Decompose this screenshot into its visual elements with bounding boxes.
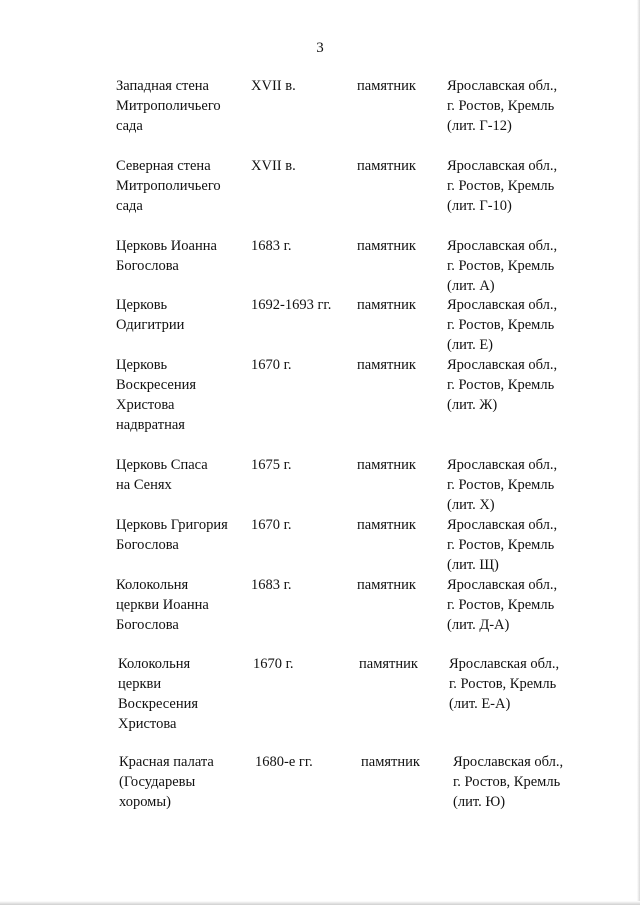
monument-name-line: на Сенях	[116, 477, 172, 493]
monument-name-line: церкви	[118, 676, 162, 692]
monument-name-line: сада	[116, 118, 143, 134]
monument-name	[118, 654, 198, 734]
monument-category: памятник	[357, 517, 416, 533]
monument-location-line: Ярославская обл.,	[447, 238, 558, 254]
monument-location	[447, 76, 557, 136]
monument-name-line: Воскресения	[118, 696, 199, 712]
monument-location-line: г. Ростов, Кремль	[447, 317, 555, 333]
monument-location-line: (лит. Е)	[447, 337, 494, 353]
monument-location-line: Ярославская обл.,	[447, 78, 558, 94]
monument-location-line: Ярославская обл.,	[447, 577, 558, 593]
monument-category: памятник	[357, 357, 416, 373]
monument-location-line: (лит. Ю)	[453, 794, 506, 810]
monument-location-line: (лит. Х)	[447, 497, 495, 513]
monument-date: 1683 г.	[251, 577, 292, 593]
monument-name-line: Церковь	[116, 297, 168, 313]
monument-name-line: Красная палата	[119, 754, 214, 770]
monument-category: памятник	[357, 238, 416, 254]
monument-date: XVII в.	[251, 158, 296, 174]
monument-date: 1670 г.	[253, 656, 294, 672]
monument-name-line: Церковь Спаса	[116, 457, 208, 473]
monument-name	[116, 575, 209, 635]
monument-location-line: г. Ростов, Кремль	[447, 258, 555, 274]
monument-category: памятник	[357, 577, 416, 593]
monument-date: 1675 г.	[251, 457, 292, 473]
monument-category: памятник	[359, 656, 418, 672]
monument-name	[116, 156, 221, 216]
monument-category: памятник	[357, 297, 416, 313]
page-number: 3	[316, 40, 324, 56]
monument-location	[447, 236, 557, 296]
monument-location-line: (лит. Г-10)	[447, 198, 512, 214]
monument-location-line: (лит. Г-12)	[447, 118, 512, 134]
monument-date: 1680-е гг.	[255, 754, 313, 770]
monument-location-line: (лит. А)	[447, 278, 495, 294]
monument-name	[116, 355, 196, 435]
monument-name-line: церкви Иоанна	[116, 597, 209, 613]
monument-location-line: Ярославская обл.,	[449, 656, 560, 672]
monument-name-line: Христова	[118, 716, 177, 732]
monument-name	[116, 295, 184, 335]
monument-location	[447, 156, 557, 216]
scan-edge-bottom	[0, 901, 640, 905]
monument-location-line: г. Ростов, Кремль	[449, 676, 557, 692]
monument-location	[447, 295, 557, 355]
monument-date: 1670 г.	[251, 517, 292, 533]
monument-location	[447, 455, 557, 515]
monument-location-line: (лит. Д-А)	[447, 617, 510, 633]
monument-location-line: Ярославская обл.,	[447, 517, 558, 533]
monument-name-line: Одигитрии	[116, 317, 185, 333]
monument-location-line: (лит. Ж)	[447, 397, 498, 413]
monument-location-line: г. Ростов, Кремль	[447, 178, 555, 194]
monument-name-line: надвратная	[116, 417, 185, 433]
monument-location-line: Ярославская обл.,	[447, 457, 558, 473]
monument-name-line: (Государевы	[119, 774, 196, 790]
monument-name-line: Воскресения	[116, 377, 197, 393]
monument-name-line: Церковь	[116, 357, 168, 373]
monument-category: памятник	[357, 78, 416, 94]
monument-location-line: (лит. Е-А)	[449, 696, 511, 712]
monument-name-line: сада	[116, 198, 143, 214]
monument-location	[447, 575, 557, 635]
monument-name-line: Христова	[116, 397, 175, 413]
monument-location-line: г. Ростов, Кремль	[447, 477, 555, 493]
monument-name-line: Богослова	[116, 537, 179, 553]
monument-name	[116, 76, 221, 136]
monument-name	[119, 752, 214, 812]
monument-location	[453, 752, 563, 812]
monument-name-line: Колокольня	[116, 577, 189, 593]
monument-location	[447, 355, 557, 415]
monument-category: памятник	[357, 158, 416, 174]
monument-name-line: Богослова	[116, 617, 179, 633]
monument-name-line: Колокольня	[118, 656, 191, 672]
monument-location	[447, 515, 557, 575]
monument-name-line: Церковь Иоанна	[116, 238, 217, 254]
monument-location-line: г. Ростов, Кремль	[447, 537, 555, 553]
monument-location-line: г. Ростов, Кремль	[447, 597, 555, 613]
monument-name	[116, 455, 208, 495]
monument-category: памятник	[361, 754, 420, 770]
monument-location-line: Ярославская обл.,	[447, 357, 558, 373]
monument-name-line: хоромы)	[119, 794, 171, 810]
monument-location-line: г. Ростов, Кремль	[447, 98, 555, 114]
monument-date: 1692-1693 гг.	[251, 297, 332, 313]
monument-date: XVII в.	[251, 78, 296, 94]
monument-name-line: Митрополичьего	[116, 98, 221, 114]
monument-date: 1670 г.	[251, 357, 292, 373]
monument-name-line: Церковь Григория	[116, 517, 228, 533]
monument-location	[449, 654, 559, 714]
monument-location-line: г. Ростов, Кремль	[453, 774, 561, 790]
monument-name-line: Митрополичьего	[116, 178, 221, 194]
monument-location-line: Ярославская обл.,	[447, 297, 558, 313]
monument-location-line: Ярославская обл.,	[453, 754, 564, 770]
monument-name-line: Северная стена	[116, 158, 211, 174]
monument-category: памятник	[357, 457, 416, 473]
monument-name-line: Западная стена	[116, 78, 209, 94]
monument-name-line: Богослова	[116, 258, 179, 274]
monument-location-line: Ярославская обл.,	[447, 158, 558, 174]
monument-name	[116, 236, 217, 276]
monument-name	[116, 515, 228, 555]
monument-location-line: (лит. Щ)	[447, 557, 499, 573]
monument-location-line: г. Ростов, Кремль	[447, 377, 555, 393]
monument-date: 1683 г.	[251, 238, 292, 254]
